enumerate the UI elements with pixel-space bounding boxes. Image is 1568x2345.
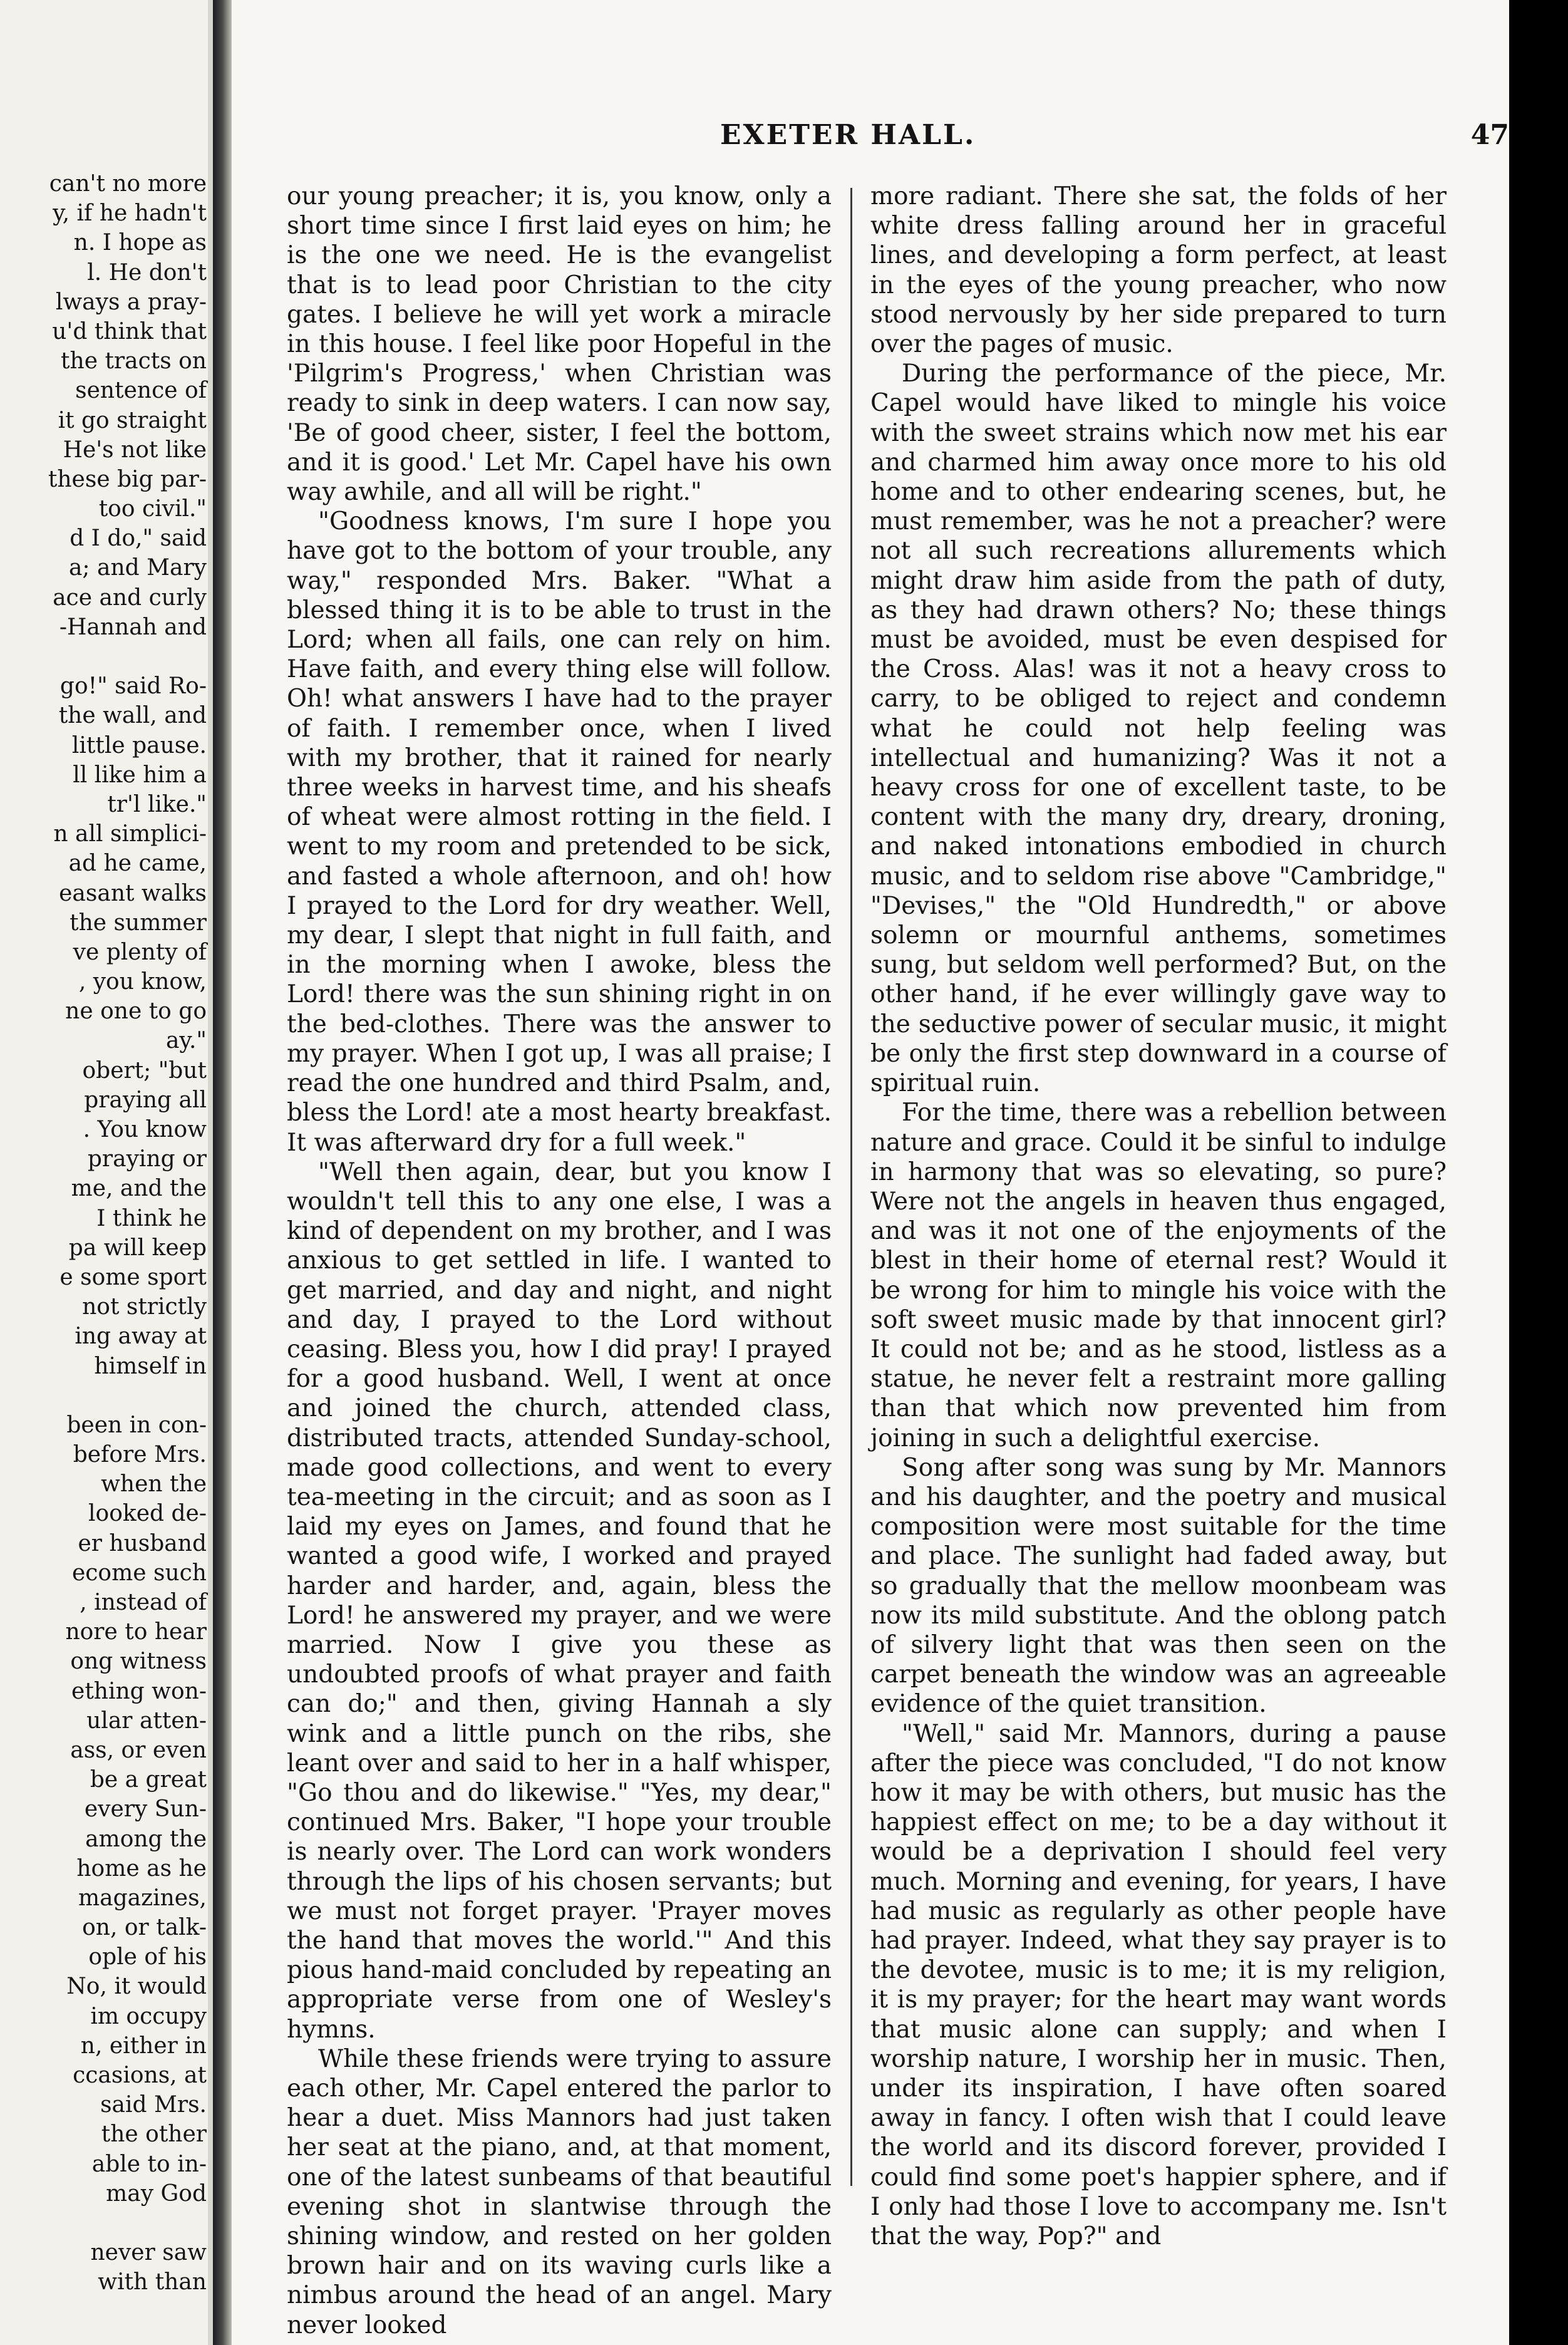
fragment-line: little pause. (71, 732, 207, 758)
fragment-line: magazines, (78, 1885, 207, 1911)
book-gutter (213, 0, 232, 2345)
fragment-line: n, either in (80, 2032, 207, 2059)
fragment-line: the wall, and (58, 703, 207, 729)
fragment-line: not strictly (82, 1294, 207, 1320)
fragment-line: No, it would (66, 1974, 207, 2000)
fragment-line: y, if he hadn't (53, 200, 207, 227)
fragment-line: ething won- (71, 1678, 207, 1704)
paragraph: During the performance of the piece, Mr. Capel would have liked to mingle his voice with the sweet strains which now met his ear and charmed him away once more to his old home and to other endearing scenes, but, he must remember, was he not a preacher? were not all such recreations allurements which might draw him aside from the path of duty, as they had drawn others? No; these things must be avoided, must be even despised for the Cross. Alas! was it not a heavy cross to carry, to be obliged to reject and condemn what he could not help feeling was intellectual and humanizing? Was it not a heavy cross for one of excellent taste, to be content with the many dry, dreary, droning, and naked intonations embodied in church music, and to seldom rise above "Cambridge," "Devises," the "Old Hundredth," or above solemn or mournful anthems, sometimes sung, but seldom well performed? But, on the other hand, if he ever willingly gave way to the seductive power of secular music, it might be only the first step downward in a course of spiritual ruin. (870, 360, 1447, 1098)
fragment-line: it go straight (58, 407, 207, 433)
fragment-line: be a great (90, 1767, 207, 1793)
fragment-line (0, 1381, 207, 1411)
fragment-line: easant walks (59, 880, 207, 906)
paragraph: Song after song was sung by Mr. Mannors and his daughter, and the poetry and musical composition were most suitable for the time and place. The sunlight had faded away, but so gradually that the mellow moonbeam was now its mild substitute. And the oblong patch of silvery light that was then seen on the carpet beneath the window was an agreeable evidence of the quiet transition. (870, 1453, 1447, 1719)
text-column-left (287, 182, 832, 2340)
fragment-line: been in con- (66, 1412, 207, 1438)
fragment-line: . You know (83, 1117, 207, 1142)
fragment-line: obert; "but (82, 1057, 207, 1084)
paragraph: For the time, there was a rebellion between nature and grace. Could it be sinful to indulge in harmony that was so elevating, so pure? Were not the angels in heaven thus engaged, and was it not one of the enjoyments of the blest in their home of eternal rest? Would it be wrong for him to mingle his voice with the soft sweet music made by that innocent girl? It could not be; and as he stood, listless as a statue, he never felt a restraint more galling than that which now prevented him from joining in such a delightful exercise. (870, 1099, 1447, 1452)
fragment-line: home as he (76, 1855, 207, 1882)
fragment-line: im occupy (90, 2003, 207, 2029)
fragment-line: when the (101, 1471, 207, 1498)
fragment-line: ll like him a (73, 762, 207, 788)
paragraph: "Goodness knows, I'm sure I hope you have got to the bottom of your trouble, any way," responded Mrs. Baker. "What a blessed thing it is to be able to trust in the Lord; when all fails, one can rely on him. Have faith, and every thing else will follow. Oh! what answers I have had to the prayer of faith. I remember once, when I lived with my brother, that it rained for nearly three weeks in harvest time, and his sheafs of wheat were almost rotting in the field. I went to my room and pretended to be sick, and fasted a whole afternoon, and oh! how I prayed to the Lord for dry weather. Well, my dear, I slept that night in full faith, and in the morning when I awoke, bless the Lord! there was the sun shining right in on the bed-clothes. There was the answer to my prayer. When I got up, I was all praise; I read the one hundred and third Psalm, and, bless the Lord! ate a most hearty breakfast. It was afterward dry for a full week." (287, 507, 832, 1157)
fragment-line: ong witness (70, 1649, 207, 1675)
fragment-line: these big par- (48, 466, 207, 492)
fragment-line: go!" said Ro- (59, 673, 207, 700)
fragment-line: n all simplici- (53, 821, 207, 847)
fragment-line: able to in- (91, 2151, 207, 2177)
fragment-line: ace and curly (53, 584, 207, 611)
fragment-line: ular atten- (86, 1707, 207, 1734)
fragment-line: I think he (96, 1205, 207, 1231)
fragment-line: every Sun- (84, 1796, 207, 1823)
book-page (232, 0, 1509, 2345)
fragment-line: n. I hope as (73, 230, 207, 256)
column-rule (850, 188, 852, 2186)
paragraph: "Well then again, dear, but you know I wouldn't tell this to any one else, I was a kind of dependent on my brother, and I was anxious to get settled in life. I wanted to get married, and day and night, and night and day, I prayed to the Lord without ceasing. Bless you, how I did pray! I prayed for a good husband. Well, I went at once and joined the church, attended class, distributed tracts, attended Sunday-school, made good collections, and went to every tea-meeting in the circuit; and as soon as I laid my eyes on James, and found that he wanted a good wife, I worked and prayed harder and harder, and, again, bless the Lord! he answered my prayer, and we were married. Now I give you these as undoubted proofs of what prayer and faith can do;" and then, giving Hannah a sly wink and a little punch on the ribs, she leant over and said to her in a half whisper, "Go thou and do likewise." "Yes, my dear," continued Mrs. Baker, "I hope your trouble is nearly over. The Lord can work wonders through the lips of his chosen servants; but we must not forget prayer. 'Prayer moves the hand that moves the world.'" And this pious hand-maid concluded by repeating an appropriate verse from one of Wesley's hymns. (287, 1157, 832, 2044)
fragment-line: a; and Mary (68, 555, 207, 581)
paragraph: more radiant. There she sat, the folds of her white dress falling around her in graceful lines, and developing a form perfect, at least in the eyes of the young preacher, who now stood nervously by her side prepared to turn over the pages of music. (870, 182, 1447, 359)
fragment-line: lways a pray- (55, 289, 207, 315)
fragment-line: himself in (94, 1353, 207, 1379)
fragment-line: can't no more (49, 171, 207, 197)
fragment-line: never saw (90, 2240, 207, 2266)
paragraph: While these friends were trying to assure each other, Mr. Capel entered the parlor to hear a duet. Miss Mannors had just taken her seat at the piano, and, at that moment, one of the latest sunbeams of that beautiful evening shot in slantwise through the shining window, and rested on her golden brown hair and on its waving curls like a nimbus around the head of an angel. Mary never looked (287, 2044, 832, 2339)
fragment-line: He's not like (63, 437, 207, 463)
fragment-line: , instead of (80, 1590, 207, 1615)
fragment-line: on, or talk- (82, 1915, 207, 1941)
scan-border (1509, 0, 1568, 2345)
fragment-line: ass, or even (70, 1737, 207, 1763)
fragment-line (0, 642, 207, 671)
fragment-line (0, 2208, 207, 2238)
fragment-line: ay." (165, 1028, 207, 1054)
fragment-line: er husband (78, 1530, 207, 1556)
fragment-line: l. He don't (87, 259, 207, 286)
fragment-line: praying or (87, 1146, 207, 1172)
paragraph: our young preacher; it is, you know, only a short time since I first laid eyes on him; he is the one we need. He is the evangelist that is to lead poor Christian to the city gates. I believe he will yet work a miracle in this house. I feel like poor Hopeful in the 'Pilgrim's Progress,' when Christian was ready to sink in deep waters. I can now say, 'Be of good cheer, sister, I feel the bottom, and it is good.' Let Mr. Capel have his own way awhile, and all will be right." (287, 182, 832, 507)
page-header (232, 119, 1509, 157)
fragment-line: tr'l like." (107, 791, 207, 817)
fragment-line: said Mrs. (100, 2092, 207, 2118)
paragraph: "Well," said Mr. Mannors, during a pause after the piece was concluded, "I do not know how it may be with others, but music has the happiest effect on me; to be a day without it would be a deprivation I should feel very much. Morning and evening, for years, I have had music as regularly as other people have had prayer. Indeed, what they say prayer is to the devotee, music is to me; it is my religion, it is my prayer; for the heart may want words that music alone can supply; and when I worship nature, I worship her in music. Then, under its inspiration, I have often soared away in fancy. I often wish that I could leave the world and its discord forever, provided I could find some poet's happier sphere, and if I only had those I love to accompany me. Isn't that the way, Pop?" and (870, 1719, 1447, 2251)
fragment-line: -Hannah and (59, 614, 207, 640)
fragment-line: praying all (84, 1087, 207, 1113)
fragment-line: u'd think that (52, 318, 207, 344)
text-column-right (870, 182, 1447, 2251)
facing-page-fragment (0, 0, 213, 2345)
fragment-line: d I do," said (70, 525, 207, 552)
fragment-line: e some sport (59, 1264, 207, 1290)
fragment-line: ing away at (75, 1323, 207, 1350)
fragment-line: pa will keep (68, 1235, 207, 1261)
fragment-line: too civil." (98, 496, 207, 522)
fragment-line: ne one to go (65, 998, 207, 1025)
fragment-line: before Mrs. (73, 1442, 207, 1468)
fragment-line: with than (98, 2269, 207, 2296)
running-title: EXETER HALL. (720, 119, 976, 151)
fragment-line: sentence of (75, 378, 207, 404)
fragment-line: may God (106, 2180, 207, 2207)
fragment-line: the tracts on (61, 348, 207, 375)
fragment-line: me, and the (71, 1176, 207, 1202)
page-number: 47 (1470, 119, 1509, 151)
fragment-line: ad he came, (68, 851, 207, 877)
fragment-line: among the (85, 1826, 207, 1852)
fragment-line: looked de- (88, 1501, 207, 1527)
fragment-line: ccasions, at (73, 2063, 207, 2088)
fragment-line: the other (101, 2121, 207, 2148)
fragment-line: , you know, (78, 969, 207, 995)
fragment-line: the summer (70, 909, 207, 936)
fragment-line: ecome such (71, 1560, 207, 1586)
fragment-line: ople of his (88, 1944, 207, 1970)
fragment-line: ve plenty of (73, 939, 207, 965)
facing-page-text (0, 169, 207, 2297)
fragment-line: nore to hear (65, 1619, 207, 1645)
